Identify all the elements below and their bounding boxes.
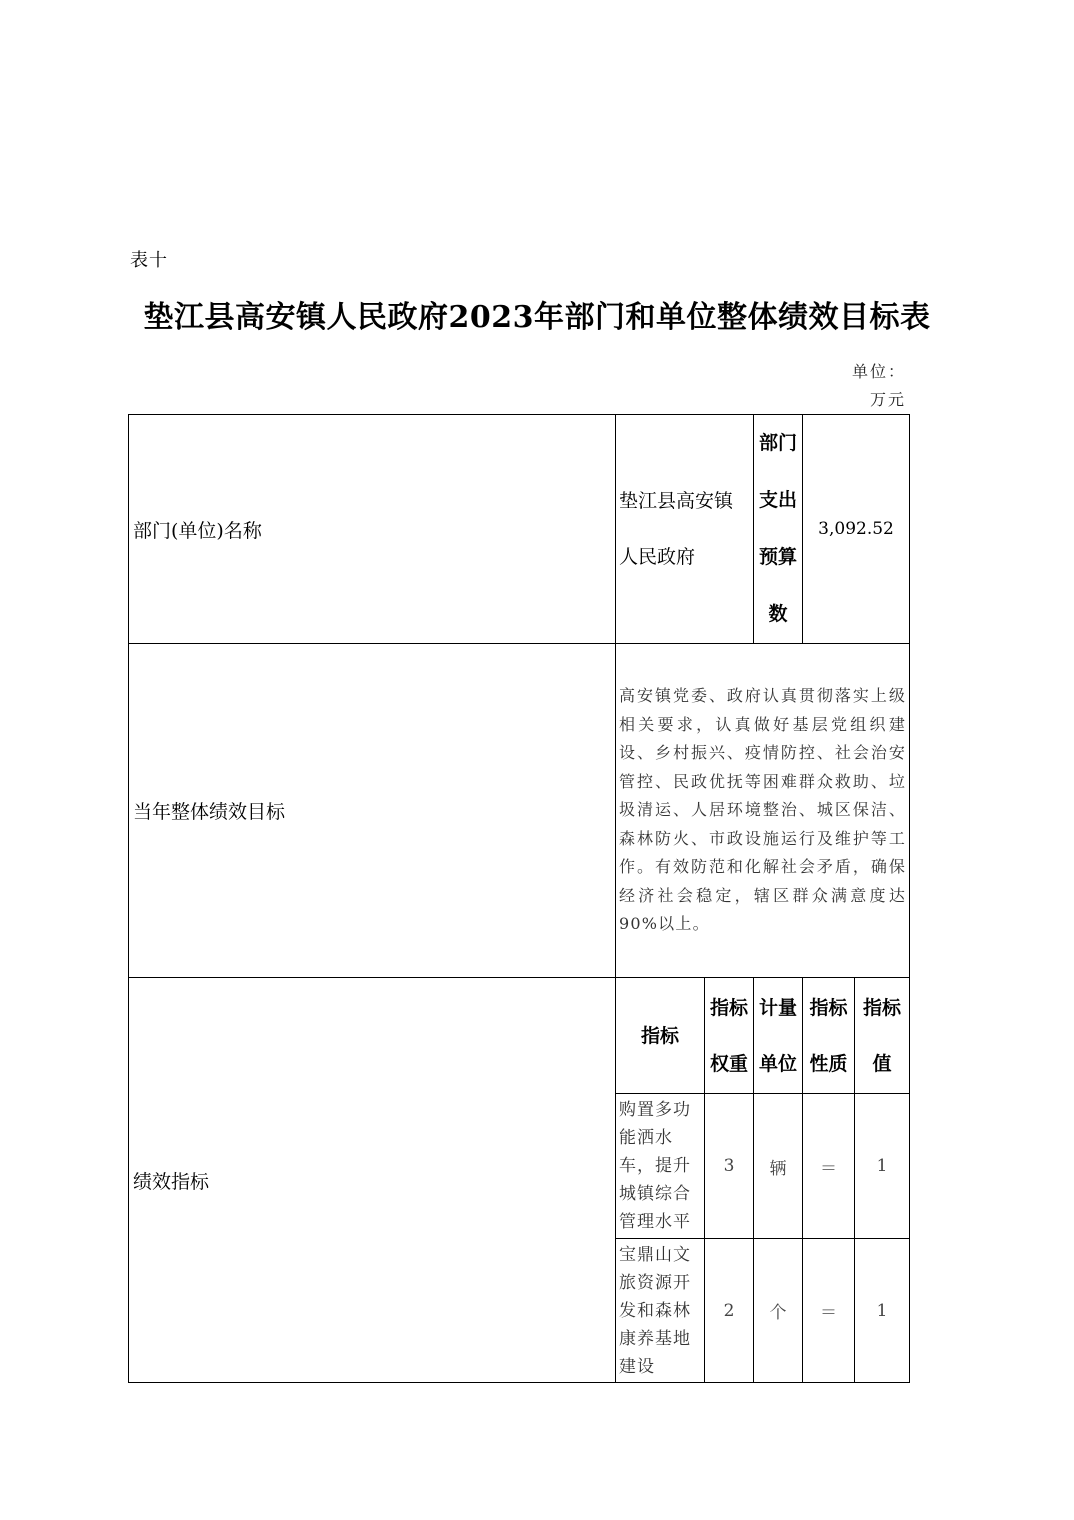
- indicators-label: 绩效指标: [129, 978, 616, 1383]
- indicator-name: 购置多功能洒水车，提升城镇综合管理水平: [616, 1094, 705, 1239]
- budget-label-line: 支出: [759, 489, 798, 511]
- indicator-header-row: [129, 978, 910, 1094]
- header-value-line: 值: [872, 1052, 892, 1075]
- header-value: [855, 978, 910, 1094]
- document-title: 垫江县高安镇人民政府2023年部门和单位整体绩效目标表: [143, 300, 931, 335]
- performance-target-table: [128, 414, 910, 1383]
- indicator-nature: ＝: [803, 1094, 855, 1239]
- header-weight-line: 权重: [710, 1052, 749, 1075]
- header-unit-line: 计量: [759, 996, 798, 1019]
- unit-note: [852, 358, 906, 414]
- budget-label-line: 部门: [759, 432, 798, 454]
- header-nature-line: 性质: [809, 1052, 848, 1075]
- department-row: [129, 415, 910, 644]
- indicator-nature: ＝: [803, 1239, 855, 1383]
- annual-goal-label: 当年整体绩效目标: [129, 644, 616, 978]
- header-weight-line: 指标: [710, 996, 749, 1019]
- header-nature: [803, 978, 855, 1094]
- budget-label: [754, 415, 803, 644]
- budget-label-line: 数: [768, 603, 788, 625]
- indicator-value: 1: [855, 1239, 910, 1383]
- department-label: 部门(单位)名称: [129, 415, 616, 644]
- header-nature-line: 指标: [809, 996, 848, 1019]
- indicator-value: 1: [855, 1094, 910, 1239]
- unit-value: 万元: [869, 390, 906, 409]
- department-name-line: 人民政府: [619, 546, 696, 568]
- department-name: [616, 415, 754, 644]
- indicator-weight: 3: [705, 1094, 754, 1239]
- indicator-unit: 个: [754, 1239, 803, 1383]
- header-unit-line: 单位: [759, 1052, 798, 1075]
- header-indicator: 指标: [616, 978, 705, 1094]
- budget-label-line: 预算: [759, 546, 798, 568]
- department-name-line: 垫江县高安镇: [619, 490, 734, 512]
- annual-goal-row: [129, 644, 910, 978]
- indicator-weight: 2: [705, 1239, 754, 1383]
- header-weight: [705, 978, 754, 1094]
- unit-label: 单位：: [851, 362, 906, 381]
- annual-goal-text: 高安镇党委、政府认真贯彻落实上级相关要求，认真做好基层党组织建设、乡村振兴、疫情防控、社会治安管控、民政优抚等困难群众救助、垃圾清运、人居环境整治、城区保洁、森林防火、市政设施运行及维护等工作。有效防范和化解社会矛盾，确保经济社会稳定，辖区群众满意度达 90%以上。: [616, 644, 910, 978]
- indicator-name: 宝鼎山文旅资源开发和森林康养基地建设: [616, 1239, 705, 1383]
- indicator-unit: 辆: [754, 1094, 803, 1239]
- table-number: 表十: [130, 250, 168, 271]
- header-value-line: 指标: [863, 996, 902, 1019]
- budget-value: 3,092.52: [803, 415, 910, 644]
- header-unit: [754, 978, 803, 1094]
